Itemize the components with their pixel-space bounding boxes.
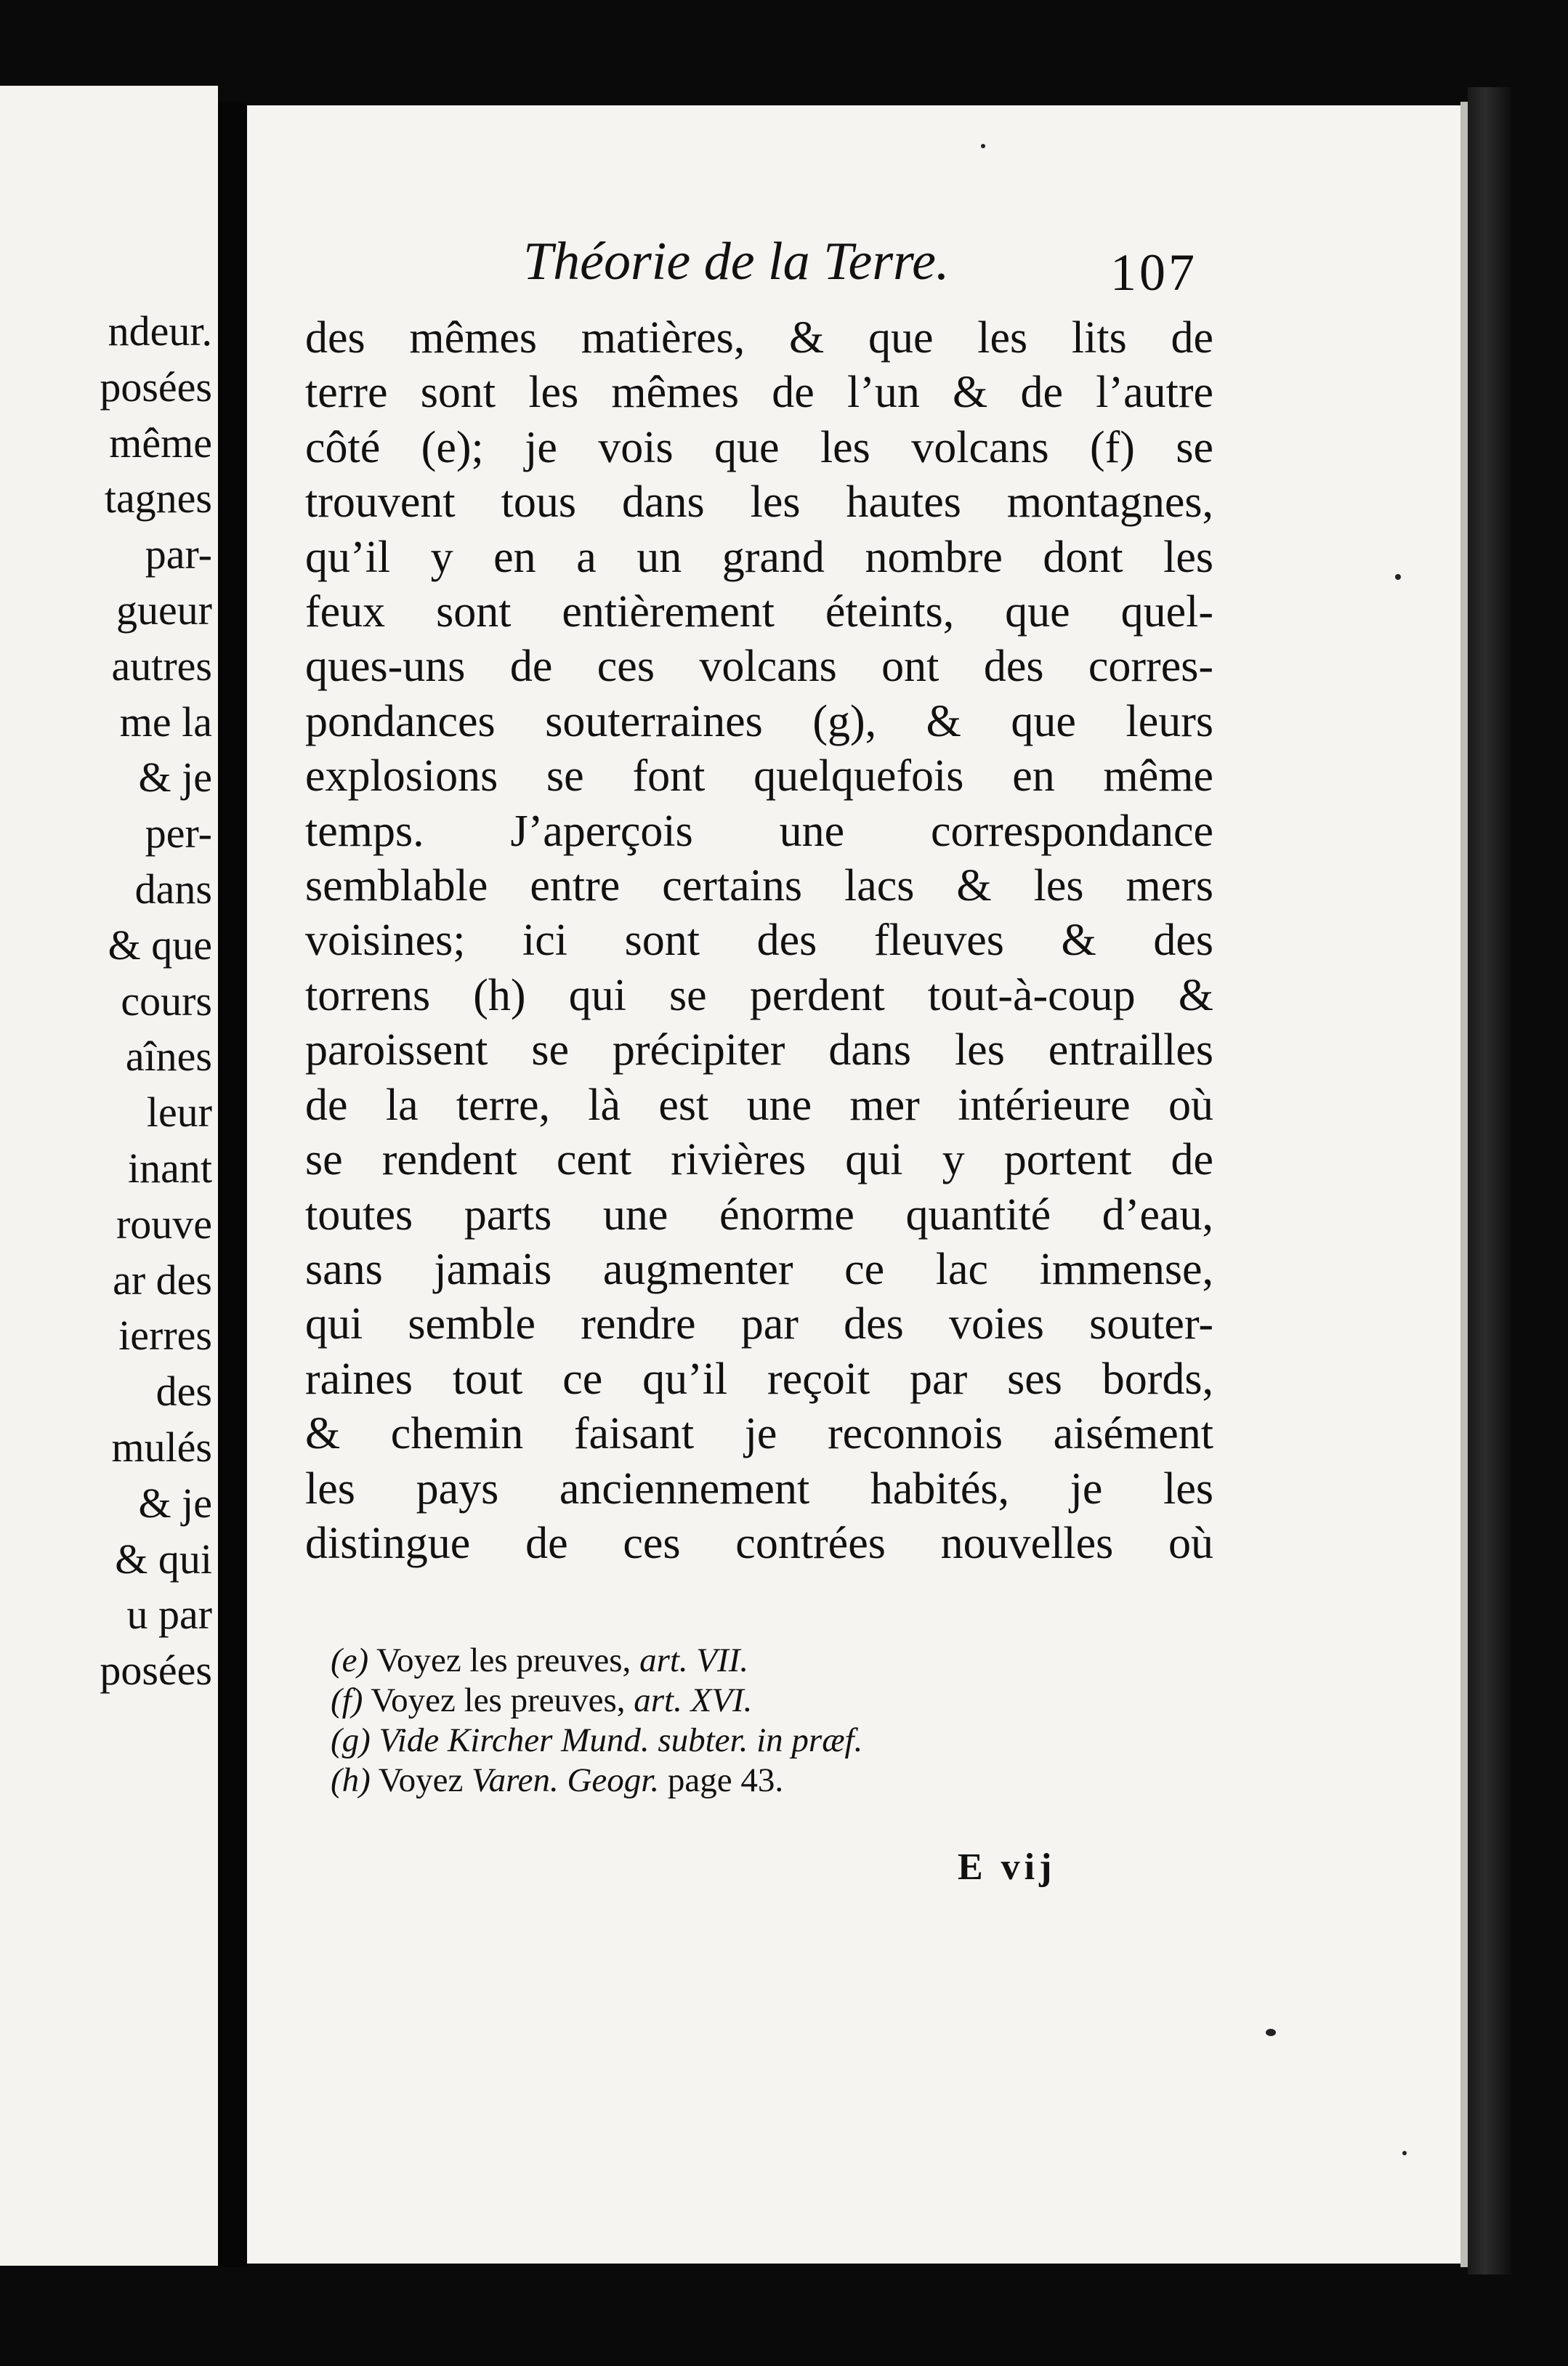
footnote-e [331,1641,985,1681]
left-line: dans [134,865,212,913]
text-line: côté (e); je vois que les volcans (f) se [305,422,1213,472]
left-page-text [0,304,212,1699]
footnote-g [331,1721,985,1761]
footnotes [331,1641,985,1801]
footnote-citation: Vide Kircher Mund. subter. in præf. [379,1721,863,1759]
text-line: ques-uns de ces volcans ont des corres- [305,642,1213,692]
left-line: inant [128,1144,212,1192]
speck [981,144,985,148]
footnote-ref: (f) [331,1681,363,1719]
text-line: sans jamais augmenter ce lac immense, [305,1244,1213,1294]
left-line: & que [108,921,212,969]
text-line: toutes parts une énorme quantité d’eau, [305,1190,1213,1240]
book-edge [1468,87,1511,2274]
signature-mark: E vij [958,1846,1056,1888]
book-gutter [218,102,247,2267]
footnote-ref: (h) [331,1761,371,1799]
speck [1266,2029,1276,2036]
left-line: cours [121,977,212,1025]
footnote-h [331,1761,985,1801]
left-page-fragment [0,86,218,2266]
left-line: posées [100,1647,212,1695]
text-line: temps. J’aperçois une correspondance [305,806,1213,856]
left-line: per- [145,809,212,857]
left-line: aînes [125,1033,212,1081]
left-line: même [109,419,212,467]
left-line: rouve [116,1200,212,1248]
text-line: trouvent tous dans les hautes montagnes, [305,477,1213,528]
page-number: 107 [1110,243,1197,302]
text-line: les pays anciennement habités, je les [305,1463,1213,1514]
text-line: paroissent se précipiter dans les entrailles [305,1025,1213,1075]
left-line: me la [119,698,212,746]
running-title: Théorie de la Terre. [523,232,950,291]
left-line: des [155,1368,212,1416]
text-line: distingue de ces contrées nouvelles où [305,1518,1213,1568]
text-line: voisines; ici sont des fleuves & des [305,916,1213,966]
text-line: explosions se font quelquefois en même [305,751,1213,802]
footnote-ref: (g) [331,1721,371,1759]
left-line: ierres [118,1312,212,1360]
text-line: raines tout ce qu’il reçoit par ses bords, [305,1354,1213,1404]
text-line: terre sont les mêmes de l’un & de l’autre [305,368,1213,418]
text-line: feux sont entièrement éteints, que quel- [305,587,1213,637]
text-line: de la terre, là est une mer intérieure où [305,1080,1213,1130]
text-line: qui semble rendre par des voies souter- [305,1299,1213,1349]
footnote-citation: art. XVI. [634,1681,753,1719]
footnote-text: Voyez les preuves, [371,1681,634,1719]
footnote-citation: art. VII. [639,1642,749,1679]
text-line: & chemin faisant je reconnois aisément [305,1409,1213,1459]
left-line: gueur [116,586,212,634]
body-text [305,311,1213,1571]
text-line: semblable entre certains lacs & les mers [305,861,1213,911]
left-line: ar des [113,1256,212,1304]
footnote-text: Voyez [378,1761,472,1799]
text-line: torrens (h) qui se perdent tout-à-coup & [305,970,1213,1020]
left-line: & qui [115,1535,212,1583]
speck [1395,574,1401,580]
left-line: par- [145,530,212,578]
left-line: u par [126,1591,212,1639]
left-line: posées [100,363,212,411]
text-line: pondances souterraines (g), & que leurs [305,696,1213,746]
left-line: tagnes [104,475,212,522]
text-line: se rendent cent rivières qui y portent de [305,1135,1213,1185]
left-line: mulés [111,1423,212,1471]
left-line: & je [138,754,212,802]
text-line: qu’il y en a un grand nombre dont les [305,532,1213,582]
left-line: ndeur. [108,307,212,355]
footnote-f [331,1681,985,1721]
footnote-page: page 43. [659,1761,784,1799]
footnote-citation: Varen. Geogr. [472,1761,660,1799]
footnote-ref: (e) [331,1642,369,1679]
left-line: autres [111,642,212,690]
footnote-text: Voyez les preuves, [376,1642,640,1679]
left-line: & je [138,1479,212,1527]
left-line: leur [146,1089,212,1136]
text-line: des mêmes matières, & que les lits de [305,313,1213,363]
speck [1402,2151,1407,2155]
